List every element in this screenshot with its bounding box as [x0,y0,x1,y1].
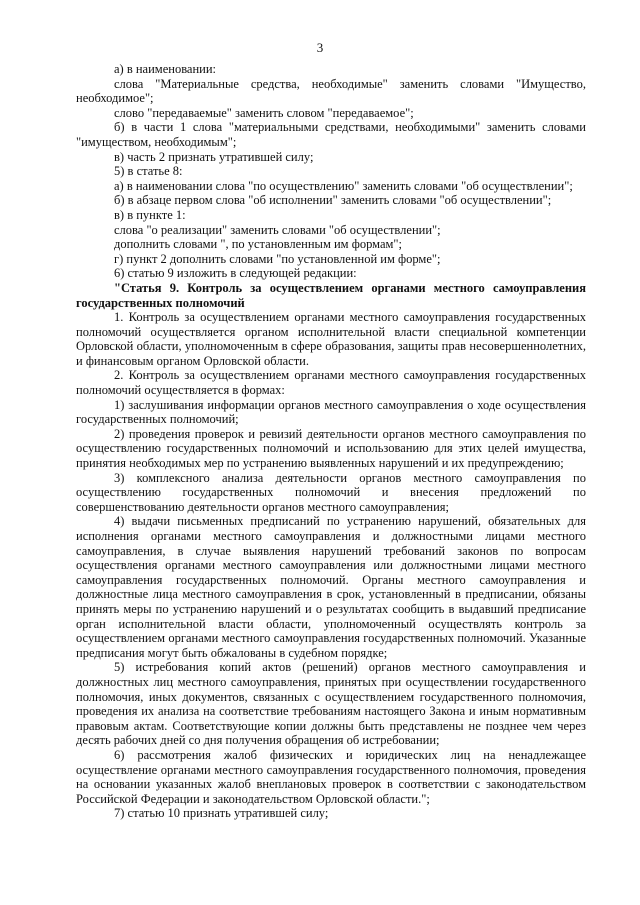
article-paragraph: 2. Контроль за осуществлением органами местного самоуправления государственных полномочий осуществляется в формах: [76,368,586,398]
article-heading: "Статья 9. Контроль за осуществлением органами местного самоуправления государственных полномочий [76,280,586,310]
amendment-item: а) в наименовании слова "по осуществлению" заменить словами "об осуществлении"; [114,178,573,193]
article-paragraph: 2) проведения проверок и ревизий деятельности органов местного самоуправления по осуществлению государственных полномочий и использованию для этих целей имущества, принятия необходимых мер по устранению выявленных нарушений и их предупреждению; [76,426,586,471]
amendment-item: в) часть 2 признать утратившей силу; [114,149,314,164]
article-paragraph: 6) рассмотрения жалоб физических и юридических лиц на ненадлежащее осуществление органами местного самоуправления государственного полномочия, проведения на основании указанных жалоб внеплановых проверок в соответствии с законодательством Российской Федерации и законодательством Орловской области."; [76,747,586,806]
amendment-item: 7) статью 10 признать утратившей силу; [114,806,329,821]
amendment-item: б) в абзаце первом слова "об исполнении" заменить словами "об осуществлении"; [114,193,552,208]
document-body [76,62,586,821]
amendment-item: 5) в статье 8: [114,164,183,179]
article-paragraph: 4) выдачи письменных предписаний по устранению нарушений, обязательных для исполнения органами местного самоуправления и должностными лицами местного самоуправления, в случае выявления нарушений требований законов по вопросам осуществления органами местного самоуправления или должностными лицами местного самоуправления государственных полномочий. Органы местного самоуправления и должностные лица местного самоуправления в срок, установленный в предписании, обязаны принять меры по устранению нарушений и о результатах сообщить в выдавший предписание орган исполнительной власти области, уполномоченный осуществлять контроль за осуществлением органами местного самоуправления государственных полномочий. Указанные предписания могут быть обжалованы в судебном порядке; [76,514,586,660]
amendment-item: а) в наименовании: [114,62,217,76]
amendment-item: 6) статью 9 изложить в следующей редакции: [114,266,357,281]
amendment-item: б) в части 1 слова "материальными средствами, необходимыми" заменить словами "имуществом, необходимым"; [76,120,586,149]
amendment-item: слова "о реализации" заменить словами "об осуществлении"; [114,222,441,237]
page-number: 3 [316,40,324,55]
amendment-item: слова "Материальные средства, необходимые" заменить словами "Имущество, необходимое"; [76,76,586,106]
article-paragraph: 1) заслушивания информации органов местного самоуправления о ходе осуществления государственных полномочий; [76,397,586,427]
article-paragraph: 3) комплексного анализа деятельности органов местного самоуправления по осуществлению государственных полномочий и внесения предложений по совершенствованию деятельности органов местного самоуправления; [76,470,586,514]
amendment-item: дополнить словами ", по установленным им формам"; [114,237,402,252]
amendment-item: г) пункт 2 дополнить словами "по установленной им форме"; [114,251,441,266]
amendment-item: слово "передаваемые" заменить словом "передаваемое"; [114,105,414,120]
article-paragraph: 1. Контроль за осуществлением органами местного самоуправления государственных полномочий осуществляется органом исполнительной власти специальной компетенции Орловской области, уполномоченным в сфере образования, защиты прав несовершеннолетних, и финансовым органом Орловской области. [76,310,586,368]
amendment-item: в) в пункте 1: [114,207,186,222]
article-paragraph: 5) истребования копий актов (решений) органов местного самоуправления и должностных лиц местного самоуправления, принятых при осуществлении государственного полномочия, иных документов, связанных с осуществлением государственного полномочия, проведения их анализа на соответствие требованиям настоящего Закона и иным нормативным правовым актам. Соответствующие копии должны быть представлены не позднее чем через десять рабочих дней со дня получения обращения об истребовании; [76,660,586,748]
